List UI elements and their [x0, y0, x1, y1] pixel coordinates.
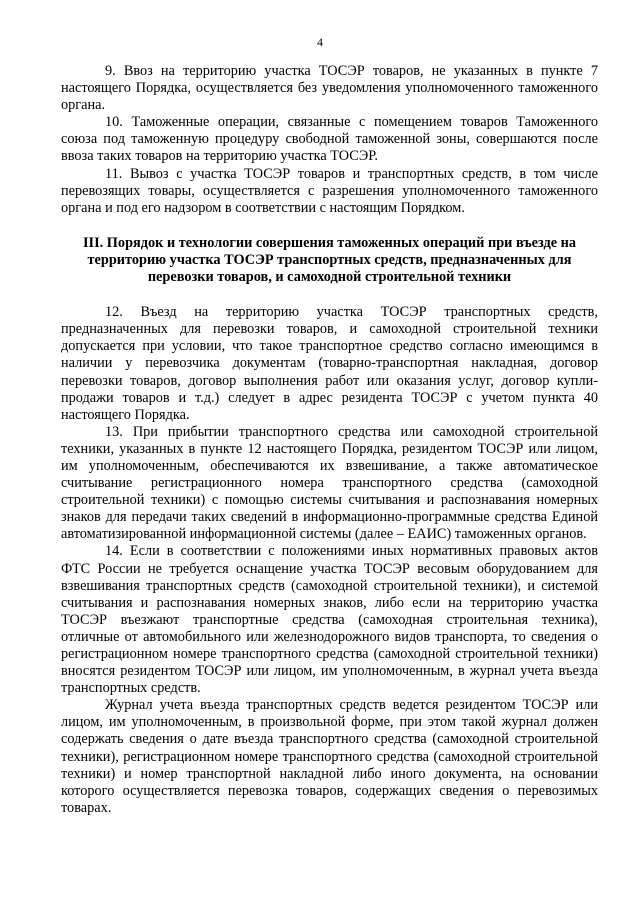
paragraph-journal: Журнал учета въезда транспортных средств ведется резидентом ТОСЭР или лицом, им уполномоченным, в произвольной форме, при этом такой журнал должен содержать сведения о дате въезда транспортного средства (самоходной строительной техники), регистрационном номере транспортного средства (самоходной строительной техники) и номер транспортной накладной либо иного документа, на основании которого осуществляется перевозка товаров, содержащих сведения о перевозимых товарах.	[61, 697, 598, 816]
paragraph-9: 9. Ввоз на территорию участка ТОСЭР товаров, не указанных в пункте 7 настоящего Порядка, осуществляется без уведомления уполномоченного таможенного органа.	[61, 63, 598, 114]
page-number: 4	[317, 35, 323, 49]
section-heading: III. Порядок и технологии совершения таможенных операций при въезде на территорию участка ТОСЭР транспортных средств, предназначенных для перевозки товаров, и самоходной строительной техники	[82, 234, 577, 286]
paragraph-12: 12. Въезд на территорию участка ТОСЭР транспортных средств, предназначенных для перевозки товаров, и самоходной строительной техники допускается при условии, что такое транспортное средство согласно имеющимся в наличии у перевозчика документам (товарно-транспортная накладная, договор перевозки товаров, договор выполнения работ или оказания услуг, договор купли-продажи товаров и т.д.) следует в адрес резидента ТОСЭР с учетом пункта 40 настоящего Порядка.	[61, 304, 598, 423]
paragraph-10: 10. Таможенные операции, связанные с помещением товаров Таможенного союза под таможенную процедуру свободной таможенной зоны, совершаются после ввоза таких товаров на территорию участка ТОСЭР.	[61, 114, 598, 165]
paragraph-13: 13. При прибытии транспортного средства или самоходной строительной техники, указанных в пункте 12 настоящего Порядка, резидентом ТОСЭР или лицом, им уполномоченным, обеспечиваются их взвешивание, а также автоматическое считывание регистрационного номера транспортного средства (самоходной строительной техники) с помощью системы считывания и распознавания номерных знаков для передачи таких сведений в информационно-программные средства Единой автоматизированной информационной системы (далее – ЕАИС) таможенных органов.	[61, 423, 598, 543]
paragraph-14: 14. Если в соответствии с положениями иных нормативных правовых актов ФТС России не требуется оснащение участка ТОСЭР весовым оборудованием для взвешивания транспортных средств (самоходной строительной техники), и системой считывания и распознавания номерных знаков, либо если на территорию участка ТОСЭР въезжают транспортные средства (самоходная строительная техника), отличные от автомобильного или железнодорожного видов транспорта, то сведения о регистрационном номере транспортного средства (самоходной строительной техники) вносятся резидентом ТОСЭР или лицом, им уполномоченным, в журнал учета въезда транспортных средств.	[61, 543, 598, 697]
document-body	[61, 63, 598, 817]
paragraph-11: 11. Вывоз с участка ТОСЭР товаров и транспортных средств, в том числе перевозящих товары, осуществляется с разрешения уполномоченного таможенного органа и под его надзором в соответствии с настоящим Порядком.	[61, 165, 598, 216]
